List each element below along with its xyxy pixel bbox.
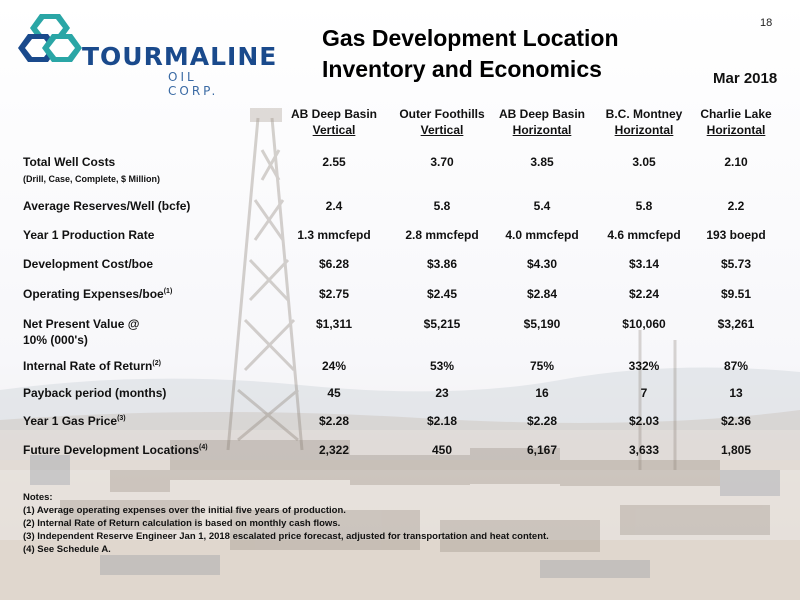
table-cell: 3,633 [628,443,660,457]
table-cell: 1.3 mmcfepd [297,228,371,242]
note-item: (4) See Schedule A. [23,544,111,555]
table-cell: 5.4 [533,199,551,213]
table-cell: 1,805 [720,443,752,457]
row-label: Year 1 Production Rate [23,228,155,242]
table-cell: 4.0 mmcfepd [505,228,579,242]
table-cell: $10,060 [622,317,666,331]
footnote-marker: (2) [152,360,161,367]
slide-title-line2: Inventory and Economics [322,56,602,82]
table-cell: 3.85 [530,155,554,169]
table-row-net-present-value [0,316,800,352]
company-logo [18,12,278,98]
table-cell: 87% [723,359,749,373]
table-cell: 3.70 [430,155,454,169]
column-header-bc-montney-horizontal [594,106,694,138]
logo-subtitle: OIL CORP. [168,70,219,98]
table-cell: $5,215 [423,317,461,331]
table-cell: $2.36 [720,414,752,428]
column-header-line2: Horizontal [614,123,674,137]
table-cell: 2.55 [322,155,346,169]
column-header-ab-deep-basin-horizontal [492,106,592,138]
column-header-line2: Vertical [420,123,464,137]
table-cell: 4.6 mmcfepd [607,228,681,242]
column-header-line2: Vertical [312,123,356,137]
note-item: (1) Average operating expenses over the initial five years of production. [23,505,346,516]
row-label-text: Internal Rate of Return [23,359,153,373]
date-label: Mar 2018 [713,70,778,87]
column-header-ab-deep-basin-vertical [284,106,384,138]
table-cell: $3.86 [426,257,458,271]
footnotes [23,491,783,556]
column-header-line1: AB Deep Basin [290,107,378,121]
note-item: (2) Internal Rate of Return calculation is based on monthly cash flows. [23,518,341,529]
table-cell: $2.84 [526,287,558,301]
column-header-line2: Horizontal [512,123,572,137]
table-cell: 450 [431,443,453,457]
table-cell: $6.28 [318,257,350,271]
row-label [23,413,293,429]
footnote-marker: (1) [163,288,173,295]
table-cell: $2.03 [628,414,660,428]
row-label [23,154,293,187]
table-cell: $2.45 [426,287,458,301]
column-header-line1: AB Deep Basin [498,107,586,121]
table-cell: 5.8 [635,199,653,213]
notes-heading: Notes: [23,492,53,503]
table-cell: 2.10 [724,155,748,169]
table-cell: $2.28 [318,414,350,428]
note-item: (3) Independent Reserve Engineer Jan 1, 2018 escalated price forecast, adjusted for transportation and heat content. [23,531,549,542]
table-cell: 193 boepd [706,228,766,242]
table-cell: 2.2 [727,199,745,213]
table-row-future-development-locations [0,442,800,478]
logo-hexagon-icon [18,12,88,72]
row-label: Development Cost/boe [23,257,154,271]
table-cell: 332% [628,359,660,373]
table-cell: 6,167 [526,443,558,457]
table-cell: $5,190 [523,317,561,331]
row-label: Payback period (months) [23,386,167,400]
table-cell: $1,311 [315,317,353,331]
row-label [23,442,293,458]
row-label-text: Total Well Costs [23,155,116,169]
table-cell: 7 [640,386,648,400]
table-cell: 24% [321,359,347,373]
row-label: Average Reserves/Well (bcfe) [23,199,191,213]
footnote-marker: (3) [117,415,126,422]
table-cell: 5.8 [433,199,451,213]
table-cell: 13 [729,386,743,400]
table-cell: 2.8 mmcfepd [405,228,479,242]
table-cell: $4.30 [526,257,558,271]
table-cell: $2.28 [526,414,558,428]
row-label-text: Year 1 Gas Price [23,414,118,428]
table-cell: 3.05 [632,155,656,169]
row-label [23,286,293,302]
table-cell: 75% [529,359,555,373]
slide-title [322,23,652,85]
row-label [23,358,293,374]
table-cell: 2,322 [318,443,350,457]
table-cell: $2.24 [628,287,660,301]
page-number: 18 [760,17,773,29]
column-header-line1: Outer Foothills [399,107,485,121]
column-header-line1: B.C. Montney [605,107,683,121]
row-label-text: Operating Expenses/boe [23,287,164,301]
table-cell: 23 [435,386,449,400]
table-cell: $2.75 [318,287,350,301]
logo-name: TOURMALINE [82,42,278,71]
slide-title-line1: Gas Development Location [322,25,619,51]
table-cell: 53% [429,359,455,373]
table-cell: 2.4 [325,199,343,213]
row-label [23,316,293,348]
table-cell: $5.73 [720,257,752,271]
row-label-text: Net Present Value @ [23,317,140,331]
column-header-outer-foothills-vertical [392,106,492,138]
footnote-marker: (4) [199,444,208,451]
table-cell: $3.14 [628,257,660,271]
table-cell: $2.18 [426,414,458,428]
row-label-text: Future Development Locations [23,443,200,457]
table-cell: $3,261 [717,317,755,331]
column-header-line2: Horizontal [706,123,766,137]
table-cell: 16 [535,386,549,400]
table-cell: $9.51 [720,287,752,301]
row-label-subtext: (Drill, Case, Complete, $ Million) [23,174,161,184]
column-header-line1: Charlie Lake [700,107,772,121]
table-row-total-well-costs [0,154,800,190]
table-cell: 45 [327,386,341,400]
column-header-charlie-lake-horizontal [686,106,786,138]
row-label-text-line2: 10% (000's) [23,333,88,347]
